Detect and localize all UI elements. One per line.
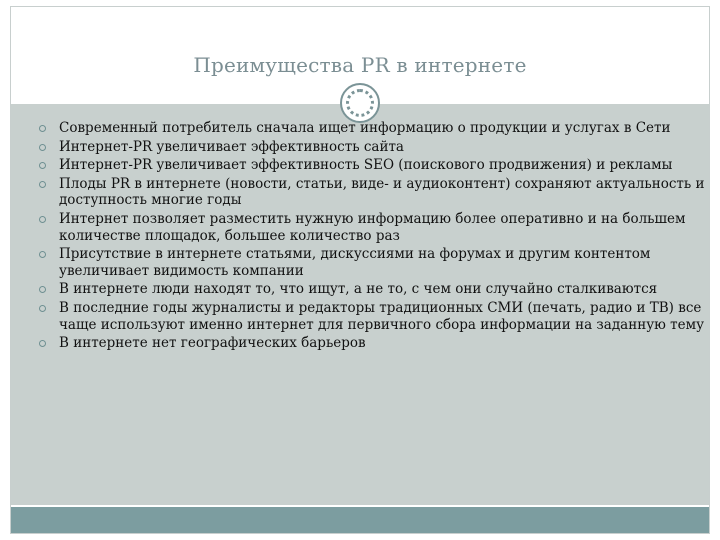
bullet-item bbox=[21, 335, 705, 352]
footer-bar bbox=[11, 507, 709, 533]
slide bbox=[10, 6, 710, 534]
hollow-circle-bullet-icon bbox=[39, 305, 46, 312]
slide-title: Преимущества PR в интернете bbox=[193, 53, 527, 77]
bullet-item bbox=[21, 157, 705, 174]
bullet-item bbox=[21, 211, 705, 244]
hollow-circle-bullet-icon bbox=[39, 125, 46, 132]
hollow-circle-bullet-icon bbox=[39, 216, 46, 223]
hollow-circle-bullet-icon bbox=[39, 286, 46, 293]
bullet-text: В последние годы журналисты и редакторы традиционных СМИ (печать, радио и ТВ) все чаще используют именно интернет для первичного сбора информации на заданную тему bbox=[59, 299, 705, 333]
hollow-circle-bullet-icon bbox=[39, 162, 46, 169]
bullet-list bbox=[21, 120, 705, 354]
ornament-inner-ring bbox=[346, 89, 374, 117]
bullet-item bbox=[21, 281, 705, 298]
bullet-text: Интернет-PR увеличивает эффективность SEO (поискового продвижения) и рекламы bbox=[59, 157, 673, 174]
bullet-item bbox=[21, 176, 705, 209]
bullet-text: Присутствие в интернете статьями, дискуссиями на форумах и другим контентом увеличивает видимость компании bbox=[59, 246, 651, 279]
hollow-circle-bullet-icon bbox=[39, 144, 46, 151]
bullet-item bbox=[21, 300, 705, 333]
hollow-circle-bullet-icon bbox=[39, 251, 46, 258]
bullet-text: В интернете люди находят то, что ищут, а не то, с чем они случайно сталкиваются bbox=[59, 281, 658, 298]
bullet-text: Плоды PR в интернете (новости, статьи, виде- и аудиоконтент) сохраняют актуальность и доступность многие годы bbox=[59, 175, 705, 209]
bullet-item bbox=[21, 246, 705, 279]
bullet-item bbox=[21, 120, 705, 137]
hollow-circle-bullet-icon bbox=[39, 340, 46, 347]
bullet-text: Интернет позволяет разместить нужную информацию более оперативно и на большем количестве площадок, большее количество раз bbox=[59, 210, 686, 244]
bullet-item bbox=[21, 139, 705, 156]
ornament-circle-icon bbox=[340, 83, 380, 123]
hollow-circle-bullet-icon bbox=[39, 181, 46, 188]
bullet-text: В интернете нет географических барьеров bbox=[59, 335, 366, 352]
bullet-text: Интернет-PR увеличивает эффективность сайта bbox=[59, 138, 404, 155]
bullet-text: Современный потребитель сначала ищет информацию о продукции и услугах в Сети bbox=[59, 120, 671, 136]
